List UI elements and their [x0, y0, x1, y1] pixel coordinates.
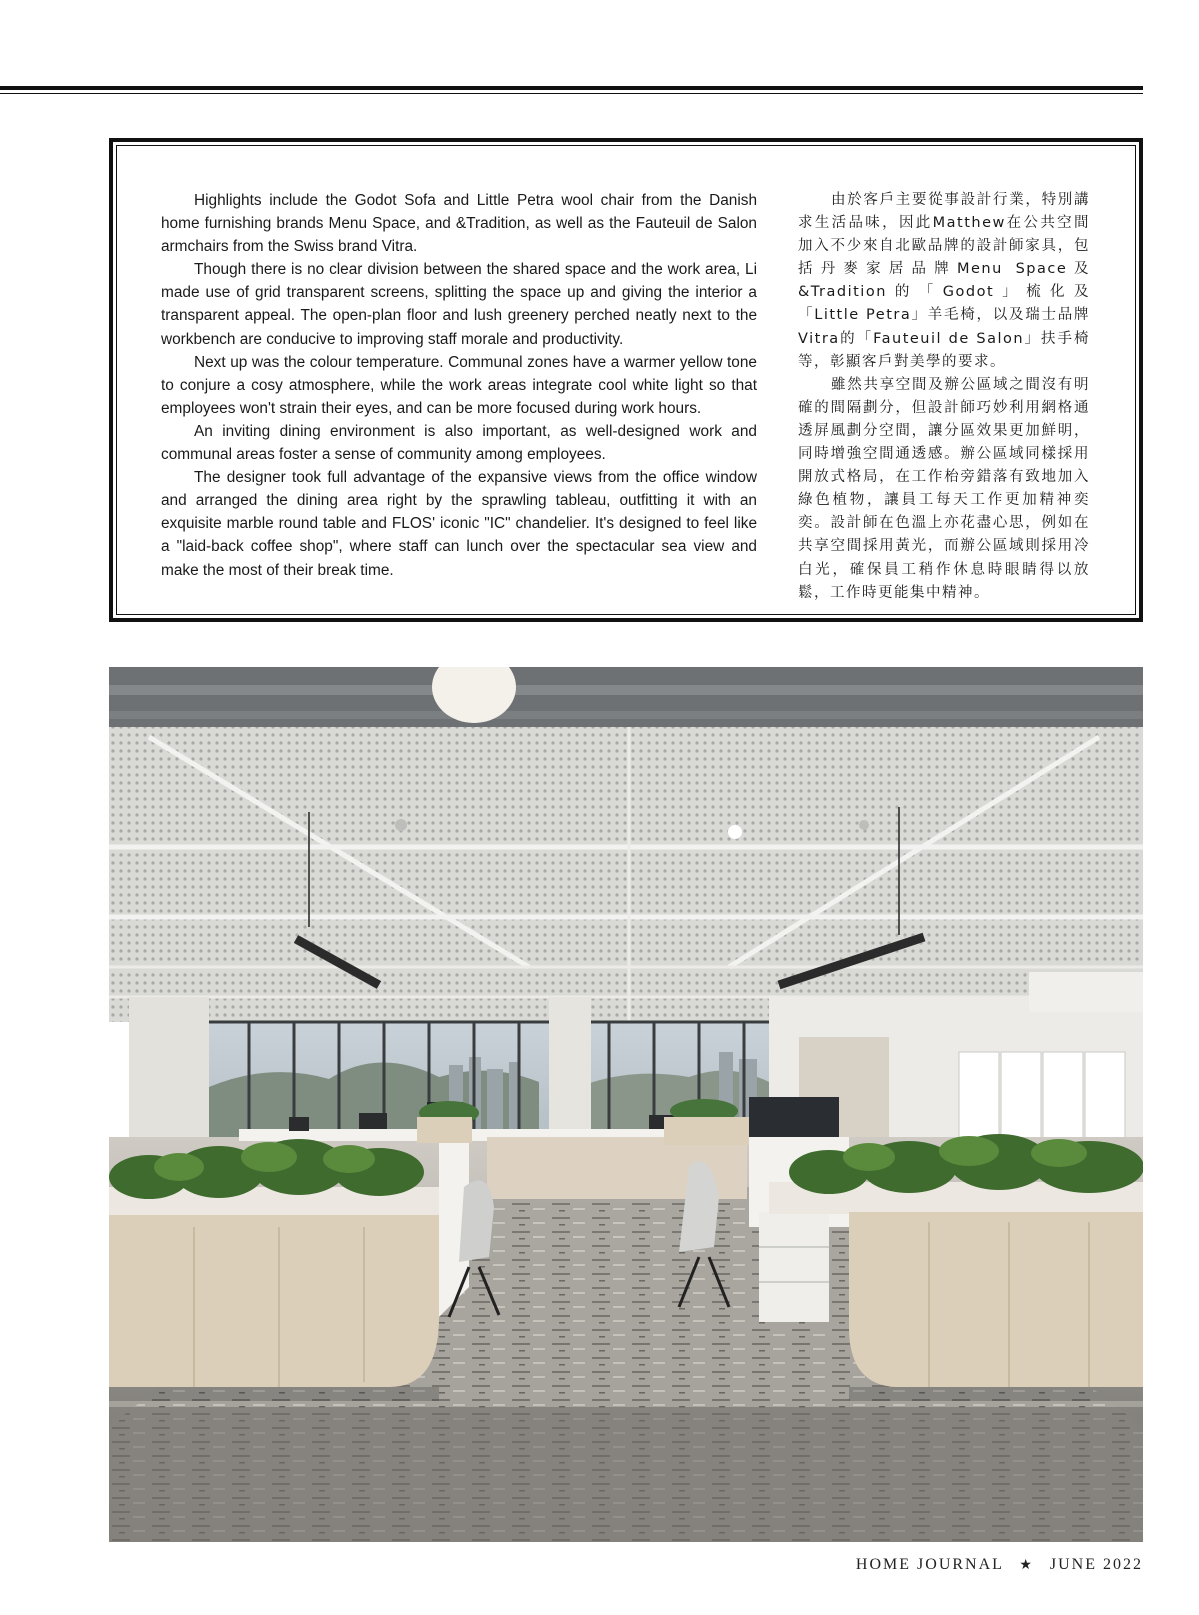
office-interior-photo — [109, 667, 1143, 1542]
magazine-name: HOME JOURNAL — [855, 1556, 1004, 1573]
english-paragraph: Highlights include the Godot Sofa and Little Petra wool chair from the Danish home furnishing brands Menu Space, and &Tradition, as well as the Fauteuil de Salon armchairs from the Swiss brand Vitra. — [161, 192, 757, 256]
english-paragraph: The designer took full advantage of the expansive views from the office window and arranged the dining area right by the sprawling tableau, outfitting it with an exquisite marble round table and FLOS' iconic "IC" chandelier. It's designed to feel like a "laid-back coffee shop", where staff can lunch over the spectacular sea view and make the most of their break time. — [161, 469, 757, 579]
english-paragraph: Next up was the colour temperature. Communal zones have a warmer yellow tone to conjure a cosy atmosphere, while the work areas integrate cool white light so that employees won't strain their eyes, and can be more focused during work hours. — [161, 353, 757, 417]
chinese-column — [798, 189, 1090, 605]
chinese-paragraph: 由於客戶主要從事設計行業，特別講求生活品味，因此Matthew在公共空間加入不少來自北歐品牌的設計師家具，包括丹麥家居品牌Menu Space及&Tradition的「Godot」梳化及「Little Petra」羊毛椅，以及瑞士品牌Vitra的「Fauteuil de Salon」扶手椅等，彰顯客戶對美學的要求。 — [798, 192, 1090, 370]
page-footer — [856, 1556, 1143, 1574]
star-separator-icon: ★ — [1019, 1558, 1034, 1573]
english-paragraph: An inviting dining environment is also important, as well-designed work and communal areas foster a sense of community among employees. — [161, 422, 757, 464]
top-rule — [0, 86, 1143, 90]
english-column — [161, 189, 757, 582]
chinese-paragraph: 雖然共享空間及辦公區域之間沒有明確的間隔劃分，但設計師巧妙利用網格通透屏風劃分空間，讓分區效果更加鮮明，同時增強空間通透感。辦公區域同樣採用開放式格局，在工作枱旁錯落有致地加入綠色植物，讓員工每天工作更加精神奕奕。設計師在色溫上亦花盡心思，例如在共享空間採用黃光，而辦公區域則採用冷白光，確保員工稍作休息時眼睛得以放鬆，工作時更能集中精神。 — [798, 376, 1090, 601]
issue-date: JUNE 2022 — [1049, 1556, 1143, 1573]
english-paragraph: Though there is no clear division between the shared space and the work area, Li made use of grid transparent screens, splitting the space up and giving the interior a transparent appeal. The open-plan floor and lush greenery perched neatly next to the workbench are conducive to improving staff morale and productivity. — [161, 261, 757, 348]
